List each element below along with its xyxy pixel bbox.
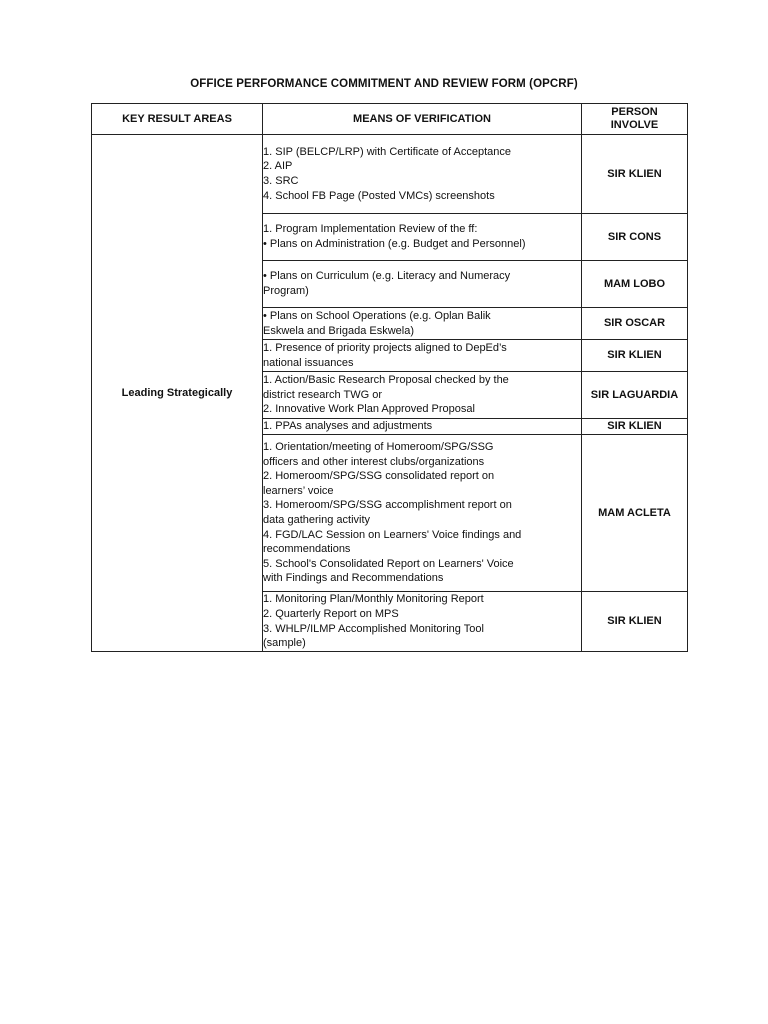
person-involve-cell: SIR KLIEN: [582, 592, 688, 652]
person-involve-cell: MAM LOBO: [582, 261, 688, 308]
verification-line: 1. SIP (BELCP/LRP) with Certificate of Acceptance: [263, 145, 512, 158]
verification-line: (sample): [263, 637, 306, 650]
header-means-of-verification: MEANS OF VERIFICATION: [263, 104, 582, 135]
verification-line: • Plans on Administration (e.g. Budget and Personnel): [263, 238, 526, 250]
table-row: [92, 135, 688, 214]
verification-line: data gathering activity: [263, 514, 371, 526]
verification-line: Program): [263, 285, 309, 297]
verification-line: 1. PPAs analyses and adjustments: [263, 420, 433, 433]
verification-line: officers and other interest clubs/organizations: [263, 455, 485, 468]
verification-line: 3. WHLP/ILMP Accomplished Monitoring Tool: [263, 622, 484, 635]
person-involve-cell: SIR KLIEN: [582, 340, 688, 372]
key-result-area-cell: Leading Strategically: [92, 135, 263, 652]
verification-line: national issuances: [263, 356, 354, 369]
means-of-verification-cell: [263, 308, 582, 340]
means-of-verification-cell: [263, 135, 582, 214]
header-key-result-areas: KEY RESULT AREAS: [92, 104, 263, 135]
verification-line: with Findings and Recommendations: [263, 572, 444, 585]
verification-line: recommendations: [263, 543, 351, 556]
person-involve-cell: SIR KLIEN: [582, 135, 688, 214]
verification-line: 1. Presence of priority projects aligned to DepEd’s: [263, 341, 507, 354]
means-of-verification-cell: [263, 372, 582, 419]
means-of-verification-cell: [263, 214, 582, 261]
document-title: OFFICE PERFORMANCE COMMITMENT AND REVIEW FORM (OPCRF): [190, 78, 578, 90]
verification-line: 1. Orientation/meeting of Homeroom/SPG/SSG: [263, 441, 494, 454]
verification-line: 1. Action/Basic Research Proposal checked by the: [263, 374, 509, 387]
verification-line: 1. Monitoring Plan/Monthly Monitoring Report: [263, 593, 484, 606]
opcrf-table: [91, 103, 688, 652]
person-involve-cell: MAM ACLETA: [582, 435, 688, 592]
header-row: [92, 104, 688, 135]
header-person-involve: PERSON INVOLVE: [582, 104, 688, 135]
means-of-verification-cell: [263, 419, 582, 435]
verification-line: 3. SRC: [263, 175, 299, 187]
verification-line: 2. Quarterly Report on MPS: [263, 607, 399, 620]
verification-line: 5. School's Consolidated Report on Learners' Voice: [263, 557, 514, 570]
person-involve-cell: SIR OSCAR: [582, 308, 688, 340]
verification-line: district research TWG or: [263, 388, 382, 401]
verification-line: learners’ voice: [263, 484, 334, 497]
means-of-verification-cell: [263, 261, 582, 308]
verification-line: 4. FGD/LAC Session on Learners' Voice findings and: [263, 528, 522, 541]
person-involve-cell: SIR KLIEN: [582, 419, 688, 435]
means-of-verification-cell: [263, 340, 582, 372]
person-involve-cell: SIR CONS: [582, 214, 688, 261]
verification-line: • Plans on Curriculum (e.g. Literacy and Numeracy: [263, 270, 511, 283]
table-body: [92, 135, 688, 652]
verification-line: 1. Program Implementation Review of the ff:: [263, 223, 478, 236]
verification-line: 2. AIP: [263, 160, 293, 173]
verification-line: 3. Homeroom/SPG/SSG accomplishment report on: [263, 499, 512, 512]
verification-line: Eskwela and Brigada Eskwela): [263, 324, 415, 337]
person-involve-cell: SIR LAGUARDIA: [582, 372, 688, 419]
means-of-verification-cell: [263, 435, 582, 592]
verification-line: • Plans on School Operations (e.g. Oplan Balik: [263, 309, 491, 322]
verification-line: 4. School FB Page (Posted VMCs) screenshots: [263, 189, 495, 202]
verification-line: 2. Innovative Work Plan Approved Proposal: [263, 403, 475, 416]
means-of-verification-cell: [263, 592, 582, 652]
verification-line: 2. Homeroom/SPG/SSG consolidated report on: [263, 470, 495, 483]
